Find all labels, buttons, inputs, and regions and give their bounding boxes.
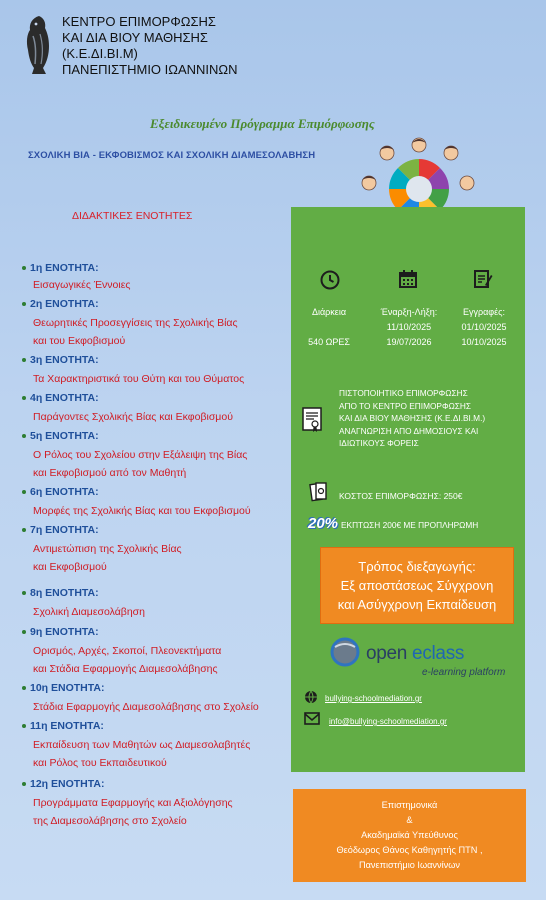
registration-start-date: 01/10/2025 [461,322,507,332]
institute-line: ΚΕΝΤΡΟ ΕΠΙΜΟΡΦΩΣΗΣ [62,14,216,29]
course-cost: ΚΟΣΤΟΣ ΕΠΙΜΟΡΦΩΣΗΣ: 250€ [339,491,463,501]
unit-label: 3η ΕΝΟΤΗΤΑ: [30,354,99,366]
institute-name [62,14,238,78]
responsible-line: Πανεπιστήμιο Ιωαννίνων [358,860,461,870]
unit-text: Ο Ρόλος του Σχολείου στην Εξάλειψη της Βίας [33,449,248,461]
certificate-line: ΚΑΙ ΔΙΑ ΒΙΟΥ ΜΑΘΗΣΗΣ (Κ.Ε.ΔΙ.ΒΙ.Μ.) [339,413,486,423]
duration-label: Διάρκεια [311,307,347,317]
discount-text: ΕΚΠΤΩΣΗ 200€ ΜΕ ΠΡΟΠΛΗΡΩΜΗ [341,520,479,530]
bullet-icon [22,302,26,306]
responsible-line: & [406,815,413,825]
unit-label: 10η ΕΝΟΤΗΤΑ: [30,682,105,694]
responsible-line: Θεόδωρος Θάνος Καθηγητής ΠΤΝ , [336,845,483,855]
unit-text: και Ρόλος του Εκπαιδευτικού [33,757,167,769]
unit-label: 5η ΕΝΟΤΗΤΑ: [30,430,99,442]
unit-text: Στάδια Εφαρμογής Διαμεσολάβησης στο Σχολείο [33,701,259,713]
institute-line: ΠΑΝΕΠΙΣΤΗΜΙΟ ΙΩΑΝΝΙΝΩΝ [62,62,238,77]
institute-line: (Κ.Ε.ΔΙ.ΒΙ.Μ) [62,46,138,61]
unit-text: Εκπαίδευση των Μαθητών ως Διαμεσολαβητές [33,739,251,751]
unit-text: Αντιμετώπιση της Σχολικής Βίας [33,543,182,555]
responsible-line: Ακαδημαϊκά Υπεύθυνος [361,830,458,840]
method-line: και Ασύγχρονη Εκπαίδευση [337,597,497,612]
unit-text: Θεωρητικές Προσεγγίσεις της Σχολικής Βίας [33,317,238,329]
bullet-icon [22,630,26,634]
dates-label: Έναρξη-Λήξη: [380,307,438,317]
discount-percent: 20% [308,515,339,532]
bullet-icon [22,686,26,690]
unit-text: Παράγοντες Σχολικής Βίας και Εκφοβισμού [33,411,233,423]
bullet-icon [22,358,26,362]
unit-text: και Εκφοβισμού από τον Μαθητή [33,467,187,479]
open-eclass-logo-icon [329,637,363,667]
unit-label: 1η ΕΝΟΤΗΤΑ: [30,262,99,274]
platform-tagline: e-learning platform [422,667,506,678]
unit-label: 12η ΕΝΟΤΗΤΑ: [30,778,105,790]
unit-text: Ορισμός, Αρχές, Σκοποί, Πλεονεκτήματα [33,645,222,657]
program-subtitle: ΣΧΟΛΙΚΗ ΒΙΑ - ΕΚΦΟΒΙΣΜΟΣ ΚΑΙ ΣΧΟΛΙΚΗ ΔΙΑΜΕΣΟΛΑΒΗΣΗ [28,150,316,161]
bullet-icon [22,434,26,438]
email-link[interactable]: info@bullying-schoolmediation.gr [329,717,447,726]
unit-text: και του Εκφοβισμού [33,335,126,347]
unit-text: και Στάδια Εφαρμογής Διαμεσολάβησης [33,663,218,675]
email-icon [304,710,320,726]
registration-form-icon [473,269,493,289]
clock-icon [320,270,340,290]
unit-label: 7η ΕΝΟΤΗΤΑ: [30,524,99,536]
certificate-line: ΑΠΟ ΤΟ ΚΕΝΤΡΟ ΕΠΙΜΟΡΦΩΣΗΣ [339,400,472,411]
unit-text: Προγράμματα Εφαρμογής και Αξιολόγησης [33,797,233,809]
end-date: 19/07/2026 [386,337,432,347]
method-line: Τρόπος διεξαγωγής: [358,559,476,574]
globe-icon [304,690,318,704]
certificate-line: ΑΝΑΓΝΩΡΙΣΗ ΑΠΟ ΔΗΜΟΣΙΟΥΣ ΚΑΙ [339,425,479,436]
unit-text: της Διαμεσολάβησης στο Σχολείο [33,815,187,827]
money-icon [309,481,329,503]
bullet-icon [22,528,26,532]
unit-text: Μορφές της Σχολικής Βίας και του Εκφοβισμού [33,505,251,517]
delivery-method-box [320,547,514,624]
bullet-icon [22,396,26,400]
bullet-icon [22,490,26,494]
bullet-icon [22,782,26,786]
platform-name-part2: eclass [412,643,465,664]
method-line: Εξ αποστάσεως Σύγχρονη [340,578,494,593]
registration-label: Εγγραφές: [462,307,505,317]
unit-label: 4η ΕΝΟΤΗΤΑ: [30,392,99,404]
certificate-line: ΙΔΙΩΤΙΚΟΥΣ ΦΟΡΕΙΣ [339,438,419,448]
duration-value: 540 ΩΡΕΣ [308,337,350,347]
units-heading: ΔΙΔΑΚΤΙΚΕΣ ΕΝΟΤΗΤΕΣ [72,210,193,222]
owl-logo-icon [22,14,56,76]
registration-end-date: 10/10/2025 [461,337,507,347]
unit-text: Εισαγωγικές Έννοιες [33,279,131,291]
bullet-icon [22,724,26,728]
bullet-icon [22,591,26,595]
certificate-icon [302,407,322,433]
unit-label: 11η ΕΝΟΤΗΤΑ: [30,720,104,732]
unit-text: Σχολική Διαμεσολάβηση [33,606,145,618]
institute-line: ΚΑΙ ΔΙΑ ΒΙΟΥ ΜΑΘΗΣΗΣ [62,30,208,45]
calendar-icon [398,269,418,289]
bullet-icon [22,266,26,270]
certificate-line: ΠΙΣΤΟΠΟΙΗΤΙΚΟ ΕΠΙΜΟΡΦΩΣΗΣ [339,388,468,398]
unit-label: 9η ΕΝΟΤΗΤΑ: [30,626,99,638]
unit-label: 2η ΕΝΟΤΗΤΑ: [30,298,99,310]
academic-responsible-box [293,789,526,882]
platform-name [366,643,464,665]
start-date: 11/10/2025 [386,322,432,332]
unit-label: 8η ΕΝΟΤΗΤΑ: [30,587,99,599]
responsible-line: Επιστημονικά [381,800,438,810]
unit-label: 6η ΕΝΟΤΗΤΑ: [30,486,99,498]
website-link[interactable]: bullying-schoolmediation.gr [325,694,422,703]
certificate-info [339,387,485,450]
platform-name-part1: open [366,643,413,664]
info-panel [291,207,525,772]
unit-text: και Εκφοβισμού [33,561,107,573]
unit-text: Τα Χαρακτηριστικά του Θύτη και του Θύματος [33,373,245,385]
program-title: Εξειδικευμένο Πρόγραμμα Επιμόρφωσης [150,116,375,131]
